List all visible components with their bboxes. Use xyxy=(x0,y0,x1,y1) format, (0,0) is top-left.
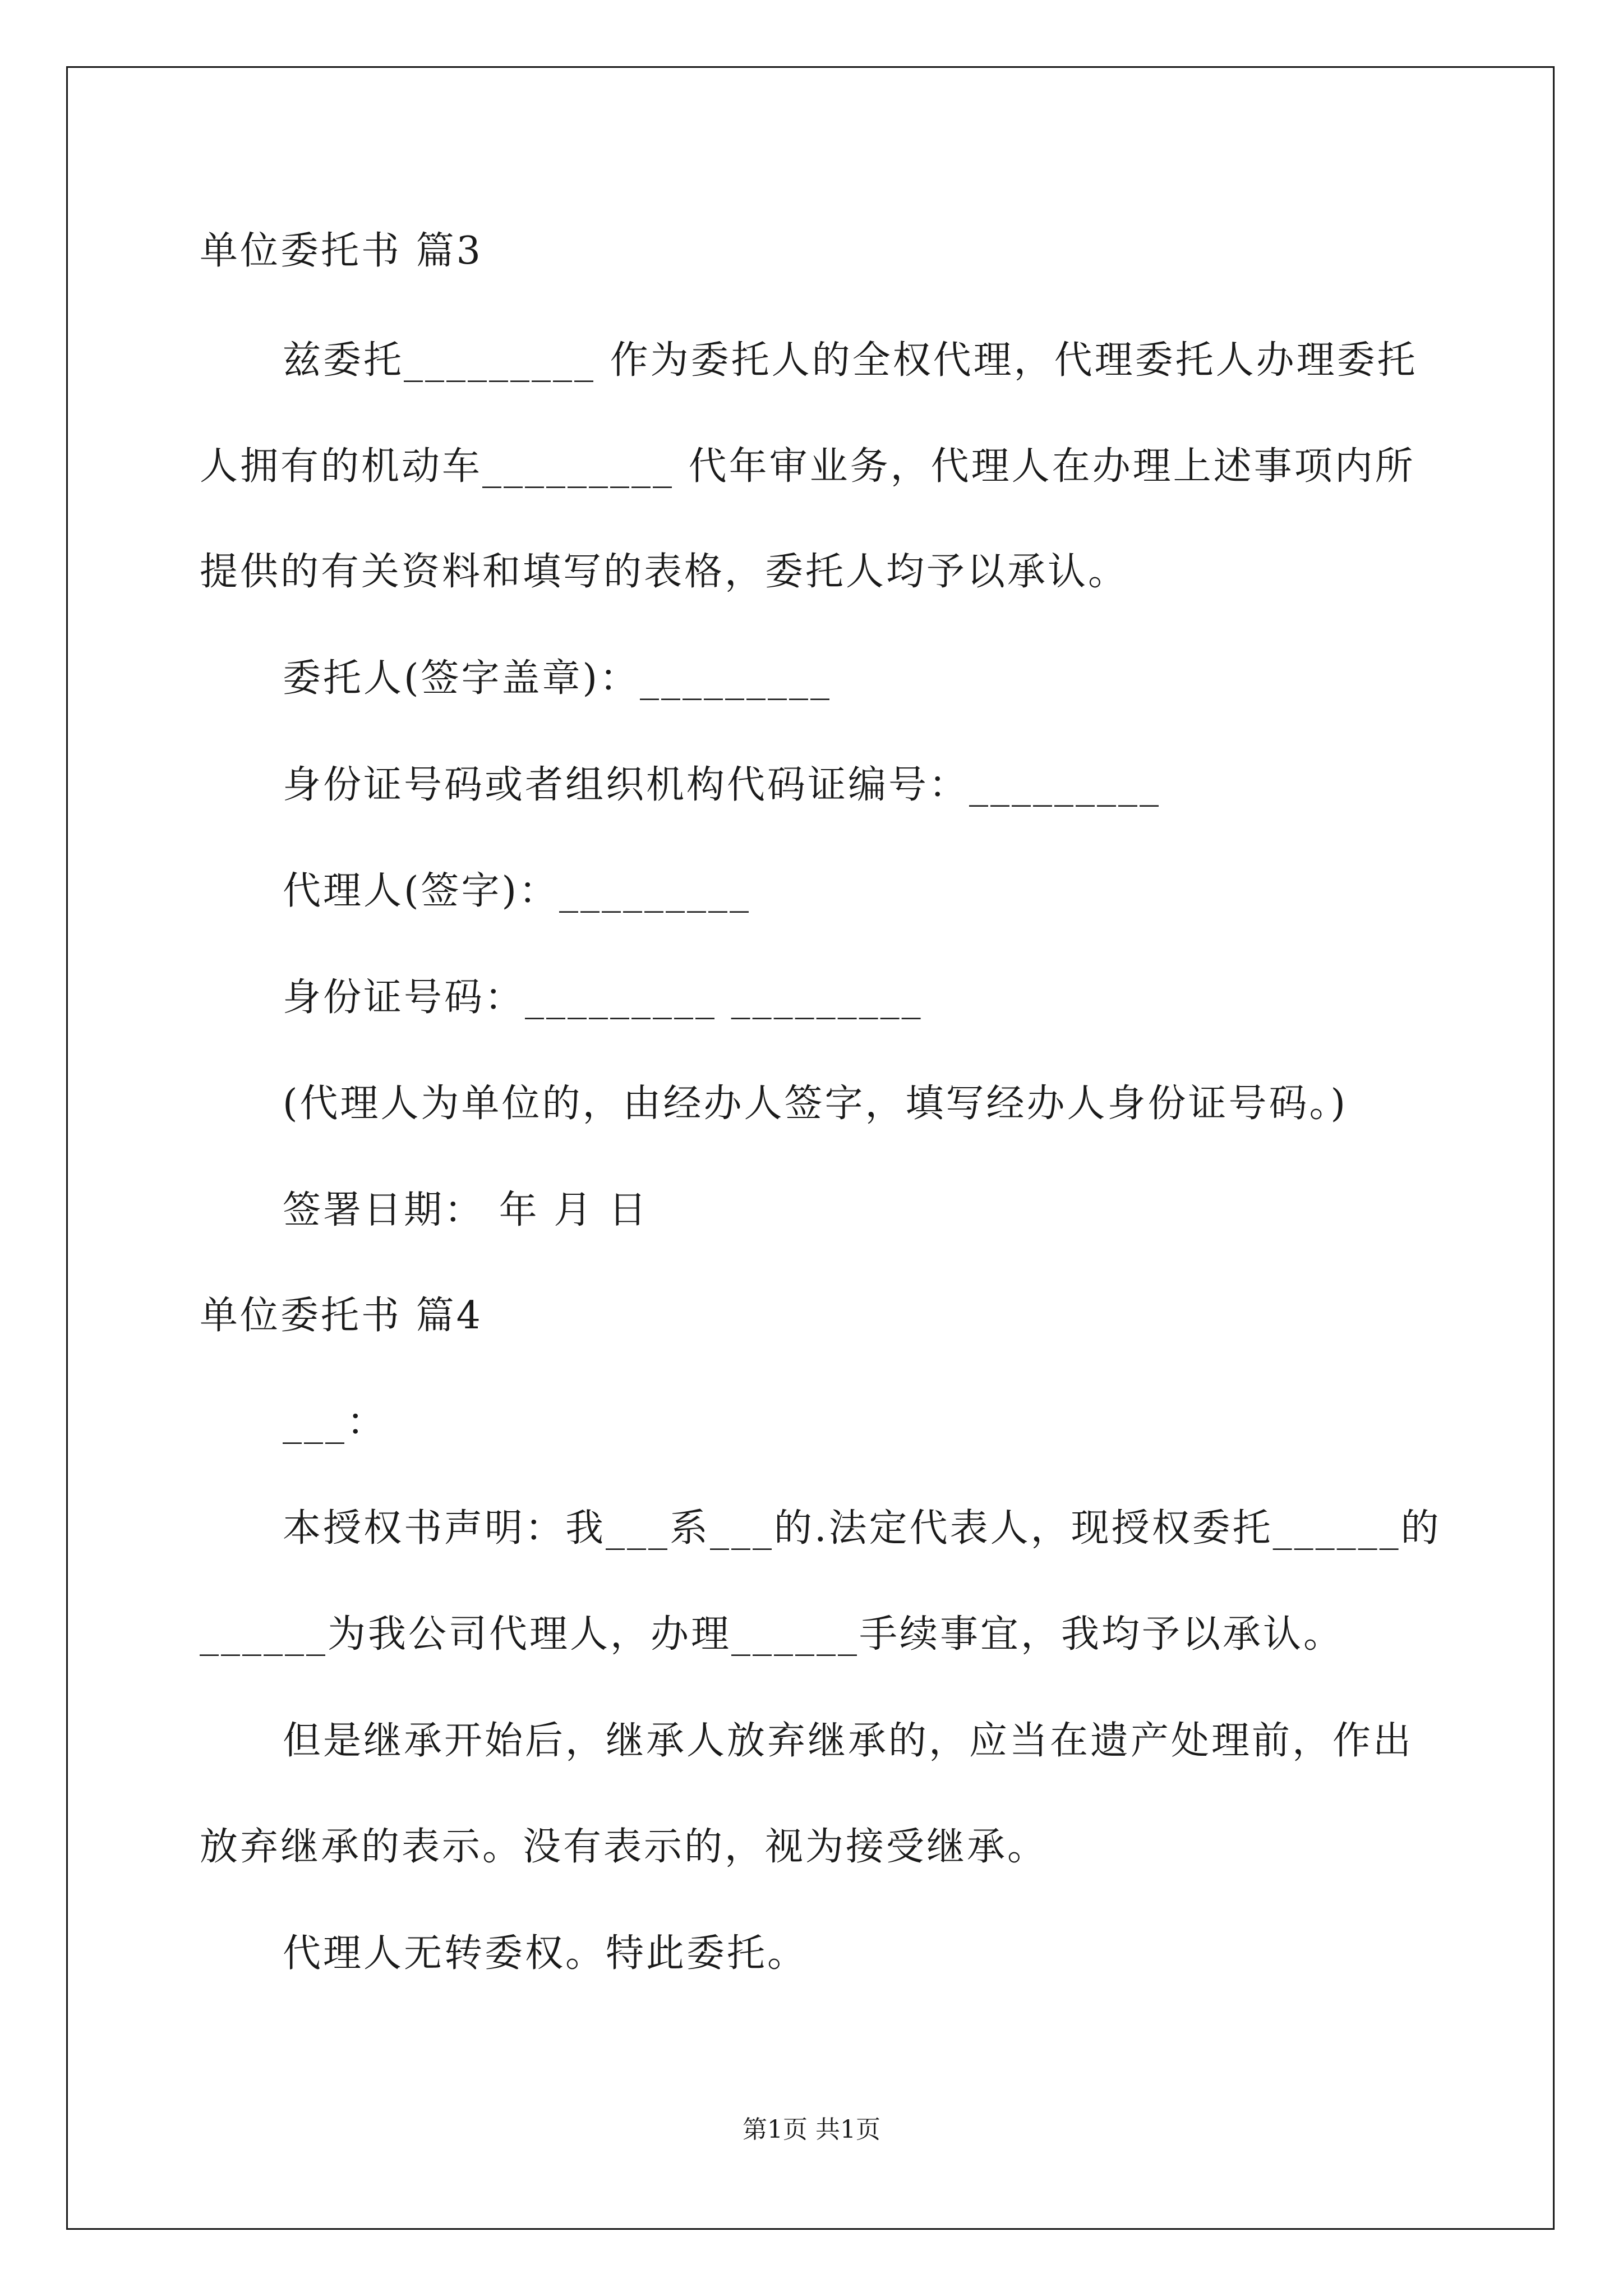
paragraph-line: 放弃继承的表示。没有表示的，视为接受继承。 xyxy=(200,1825,1048,1869)
agent-id-line: 身份证号码：_________ _________ xyxy=(283,976,923,1020)
id-number-line: 身份证号码或者组织机构代码证编号：_________ xyxy=(283,763,1161,807)
paragraph-line: 但是继承开始后，继承人放弃继承的，应当在遗产处理前，作出 xyxy=(283,1719,1414,1763)
sign-date-line: 签署日期： 年 月 日 xyxy=(283,1188,649,1232)
note-line: (代理人为单位的，由经办人签字，填写经办人身份证号码。) xyxy=(283,1082,1348,1126)
page-border xyxy=(66,66,1555,2230)
paragraph-line: 提供的有关资料和填写的表格，委托人均予以承认。 xyxy=(200,550,1129,594)
paragraph-line: 本授权书声明：我___系___的.法定代表人，现授权委托______的 xyxy=(283,1506,1441,1550)
paragraph-line: 代理人无转委权。特此委托。 xyxy=(283,1931,808,1976)
principal-signature-line: 委托人(签字盖章)：_________ xyxy=(283,656,832,701)
paragraph-line: 人拥有的机动车_________ 代年审业务，代理人在办理上述事项内所 xyxy=(200,444,1415,489)
addressee-line: ___： xyxy=(283,1400,388,1444)
section-heading-3: 单位委托书 篇3 xyxy=(200,229,483,273)
agent-signature-line: 代理人(签字)：_________ xyxy=(283,869,751,913)
page-footer: 第1页 共1页 xyxy=(743,2115,880,2144)
paragraph-line: 兹委托_________ 作为委托人的全权代理，代理委托人办理委托 xyxy=(283,338,1418,383)
paragraph-line: ______为我公司代理人，办理______手续事宜，我均予以承认。 xyxy=(200,1612,1344,1657)
section-heading-4: 单位委托书 篇4 xyxy=(200,1294,483,1338)
